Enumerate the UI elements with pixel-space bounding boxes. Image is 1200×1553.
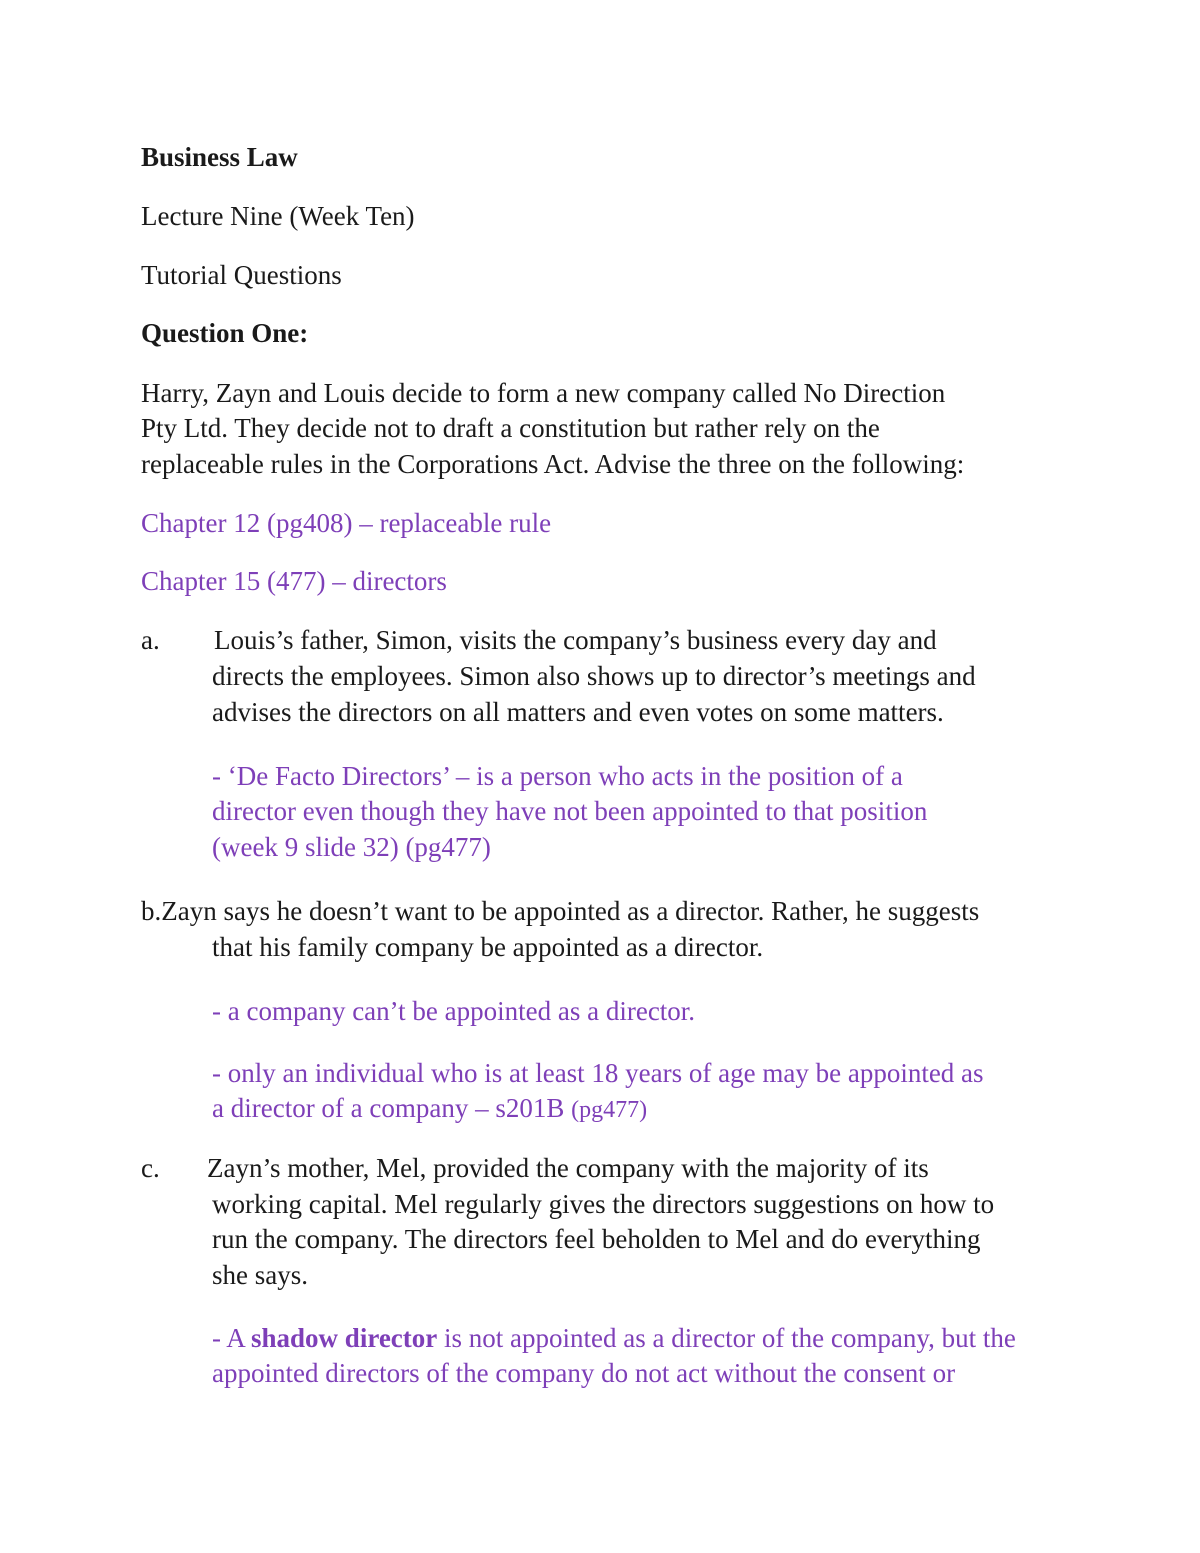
part-c-line-2: working capital. Mel regularly gives the directors suggestions on how to bbox=[212, 1189, 995, 1219]
part-b-answer-2-text: a director of a company – s201B bbox=[212, 1093, 572, 1123]
question-heading: Question One: bbox=[141, 318, 309, 348]
shadow-director-term: shadow director bbox=[251, 1323, 438, 1353]
part-c-line-4: she says. bbox=[212, 1260, 308, 1290]
document-title: Business Law bbox=[141, 142, 298, 172]
part-c-line-3: run the company. The directors feel beholden to Mel and do everything bbox=[212, 1224, 981, 1254]
part-b-line-2: that his family company be appointed as a director. bbox=[212, 932, 764, 962]
part-a-line-1: Louis’s father, Simon, visits the company’s business every day and bbox=[214, 625, 937, 655]
part-b-answer-1: - a company can’t be appointed as a director. bbox=[212, 996, 696, 1026]
subtitle: Tutorial Questions bbox=[141, 260, 342, 290]
part-c-answer-prefix: - A bbox=[212, 1323, 252, 1353]
intro-line-1: Harry, Zayn and Louis decide to form a new company called No Direction bbox=[141, 378, 946, 408]
part-a-line-2: directs the employees. Simon also shows up to director’s meetings and bbox=[212, 661, 976, 691]
part-c-answer-rest: is not appointed as a director of the company, but the bbox=[437, 1323, 1016, 1353]
chapter-note-1: Chapter 12 (pg408) – replaceable rule bbox=[141, 508, 552, 538]
part-c-line-1: Zayn’s mother, Mel, provided the company with the majority of its bbox=[207, 1153, 929, 1183]
part-b-answer-2-line-2 bbox=[212, 1090, 647, 1128]
part-a-label: a. bbox=[141, 625, 160, 655]
part-b-answer-2-ref: (pg477) bbox=[571, 1097, 648, 1123]
intro-line-2: Pty Ltd. They decide not to draft a constitution but rather rely on the bbox=[141, 413, 880, 443]
part-a-answer-1: - ‘De Facto Directors’ – is a person who acts in the position of a bbox=[212, 761, 903, 791]
lecture-line: Lecture Nine (Week Ten) bbox=[141, 201, 415, 231]
part-c-answer-line-2: appointed directors of the company do not act without the consent or bbox=[212, 1358, 956, 1388]
part-c-answer-line-1 bbox=[212, 1320, 1016, 1356]
part-c-label: c. bbox=[141, 1153, 160, 1183]
part-b-line-1: b.Zayn says he doesn’t want to be appointed as a director. Rather, he suggests bbox=[141, 896, 980, 926]
part-a-line-3: advises the directors on all matters and even votes on some matters. bbox=[212, 697, 944, 727]
chapter-note-2: Chapter 15 (477) – directors bbox=[141, 566, 447, 596]
intro-line-3: replaceable rules in the Corporations Act. Advise the three on the following: bbox=[141, 449, 965, 479]
part-b-answer-2-line-1: - only an individual who is at least 18 years of age may be appointed as bbox=[212, 1058, 984, 1088]
part-a-answer-3: (week 9 slide 32) (pg477) bbox=[212, 832, 491, 862]
part-a-answer-2: director even though they have not been appointed to that position bbox=[212, 796, 928, 826]
